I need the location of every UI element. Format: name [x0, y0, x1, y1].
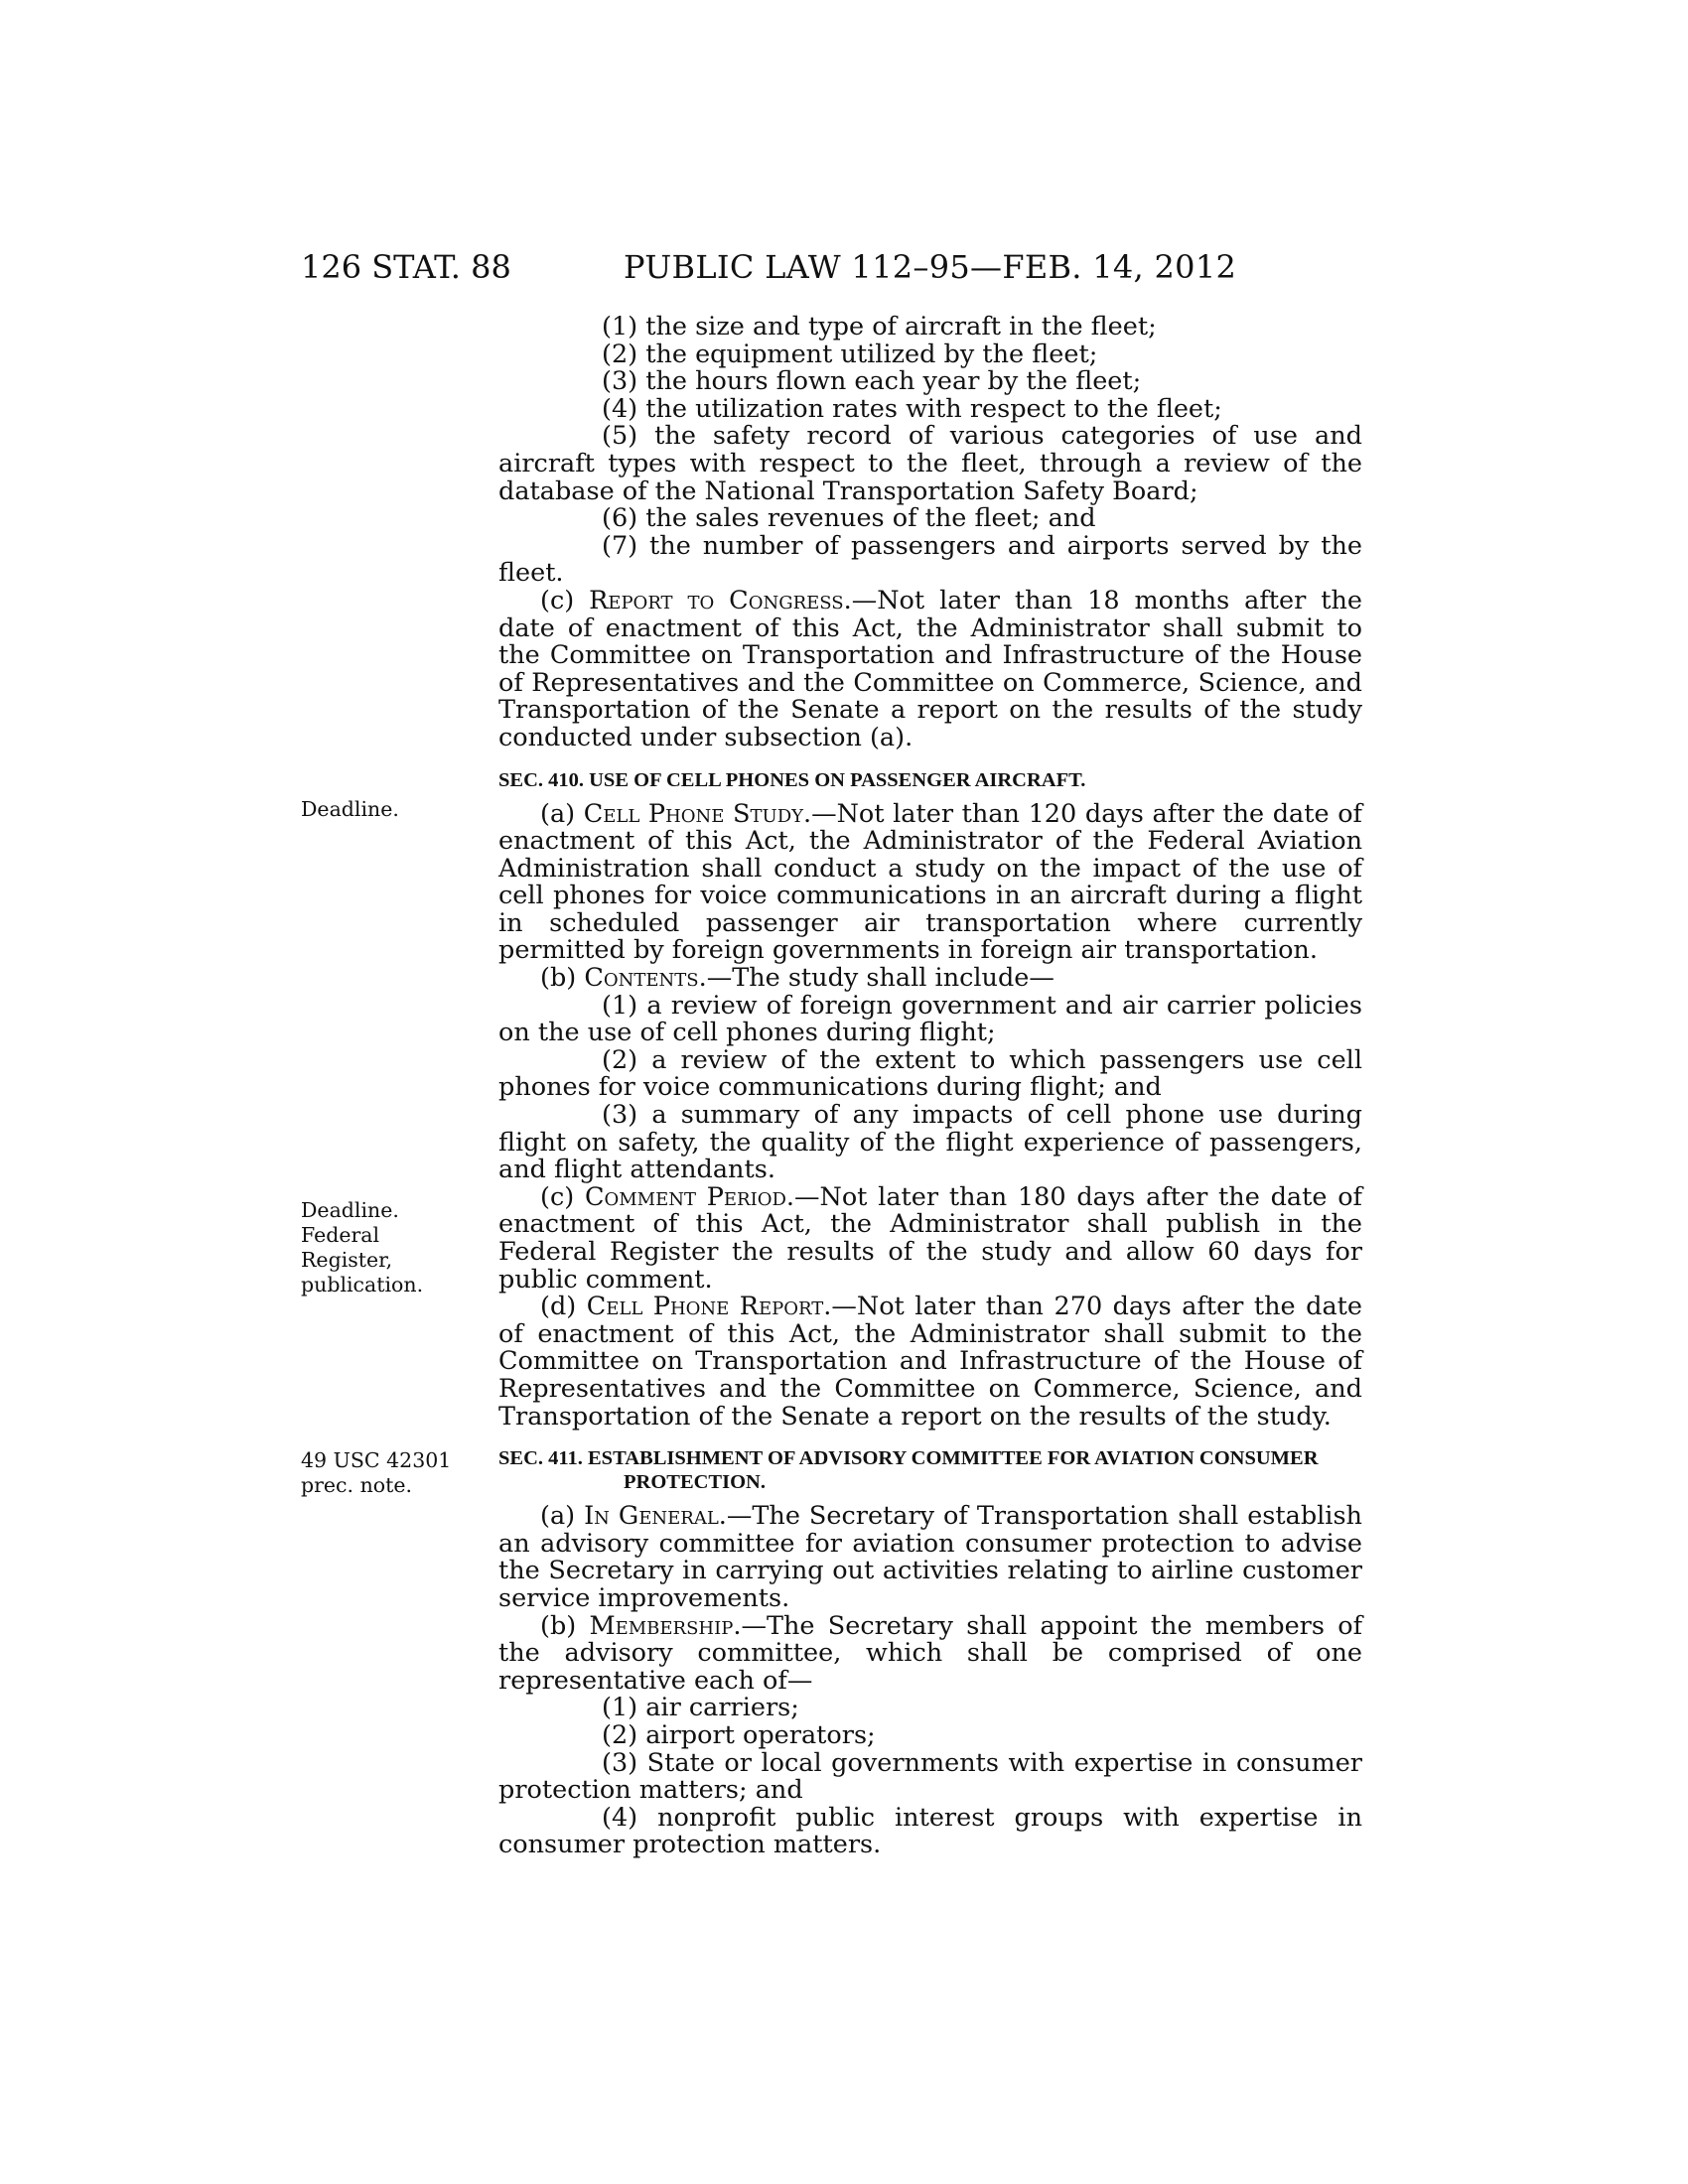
- margin-note-deadline-federal-register: [301, 1198, 475, 1297]
- list-item: (3) the hours flown each year by the fleet;: [602, 366, 1142, 397]
- subsection-heading: Cell Phone Report.: [586, 1292, 832, 1322]
- section-411-title: SEC. 411. ESTABLISHMENT OF ADVISORY COMMITTEE FOR AVIATION CONSUMER PROTECTION.: [498, 1447, 1319, 1494]
- list-item: (2) airport operators;: [602, 1719, 876, 1750]
- list-item: (6) the sales revenues of the fleet; and: [602, 503, 1096, 534]
- subsection-text: —The Secretary shall appoint the members of the advisory committee, which shall be comprised of one representative each of—: [498, 1610, 1363, 1696]
- subsection-text: —The study shall include—: [706, 963, 1055, 994]
- list-item: (5) the safety record of various categories of use and aircraft types with respect to the fleet, through a review of the database of the National Transportation Safety Board;: [498, 421, 1362, 506]
- margin-note-line: Deadline.: [301, 797, 399, 821]
- subsection-text: —Not later than 120 days after the date of enactment of this Act, the Administrator of the Federal Aviation Administration shall conduct a study on the impact of the use of cell phones for voice communications in an aircraft during a flight in scheduled passenger air transportation where currently permitted by foreign governments in foreign air transportation.: [498, 798, 1362, 966]
- section-410-title: SEC. 410. USE OF CELL PHONES ON PASSENGER AIRCRAFT.: [498, 768, 1086, 791]
- sec410-subsection-a: [498, 798, 1362, 966]
- margin-note-line: 49 USC 42301: [301, 1448, 452, 1472]
- margin-note-line: Deadline.: [301, 1198, 399, 1222]
- margin-note-line: publication.: [301, 1273, 424, 1297]
- list-item: (7) the number of passengers and airports served by the fleet.: [498, 530, 1362, 589]
- list-item: (3) a summary of any impacts of cell phone use during flight on safety, the quality of the flight experience of passengers, and flight attendants.: [498, 1100, 1362, 1185]
- margin-note-line: prec. note.: [301, 1473, 412, 1497]
- subsection-label: (c): [540, 585, 590, 615]
- sec410-subsection-d: [498, 1294, 1362, 1431]
- subsection-label: (a): [540, 798, 584, 829]
- sec411-subsection-a: [498, 1503, 1362, 1612]
- subsection-label: (a): [540, 1501, 585, 1532]
- margin-note-deadline: [301, 797, 475, 822]
- subsection-label: (d): [540, 1292, 587, 1322]
- list-item: (4) the utilization rates with respect to the fleet;: [602, 393, 1222, 424]
- subsection-heading: Contents.: [584, 963, 707, 994]
- subsection-text: —The Secretary of Transportation shall establish an advisory committee for aviation consumer protection to advise the Secretary in carrying out activities relating to airline customer service improvements.: [498, 1501, 1362, 1613]
- subsection-heading: In General.: [584, 1501, 727, 1532]
- subsection-heading: Report to Congress.: [589, 585, 852, 615]
- subsection-text: —Not later than 18 months after the date of enactment of this Act, the Administrator shall submit to the Committee on Transportation and Infrastructure of the House of Representatives and the Committee on Commerce, Science, and Transportation of the Senate a report on the results of the study conducted under subsection (a).: [498, 585, 1362, 752]
- sec410-subsection-b: [498, 965, 1362, 993]
- subsection-heading: Comment Period.: [584, 1181, 794, 1212]
- sec410-subsection-c: [498, 1181, 1362, 1295]
- subsection-heading: Cell Phone Study.: [583, 798, 812, 829]
- running-header: [0, 248, 1688, 288]
- list-item: (1) air carriers;: [602, 1693, 799, 1723]
- subsection-label: (c): [540, 1181, 585, 1212]
- subsection-label: (b): [540, 963, 585, 994]
- sec411-subsection-b: [498, 1610, 1363, 1696]
- margin-note-line: Federal Register,: [301, 1223, 393, 1272]
- subsection-label: (b): [540, 1610, 590, 1641]
- list-item: (4) nonprofit public interest groups with expertise in consumer protection matters.: [498, 1802, 1362, 1860]
- list-item: (2) a review of the extent to which passengers use cell phones for voice communications during flight; and: [498, 1044, 1362, 1103]
- margin-note-usc-citation: [301, 1448, 475, 1498]
- list-item: (2) the equipment utilized by the fleet;: [602, 339, 1098, 369]
- subsection-heading: Membership.: [589, 1610, 742, 1641]
- subsection-text: —Not later than 270 days after the date of enactment of this Act, the Administrator shall submit to the Committee on Transportation and Infrastructure of the House of Representatives and the Committee on Commerce, Science, and Transportation of the Senate a report on the results of the study.: [498, 1292, 1363, 1432]
- subsection-c-report-to-congress: [498, 585, 1362, 752]
- list-item: (1) the size and type of aircraft in the fleet;: [602, 312, 1157, 341]
- stat-page-number: 126 STAT. 88: [301, 248, 511, 286]
- public-law-title: PUBLIC LAW 112–95—FEB. 14, 2012: [624, 248, 1237, 286]
- page-body: [498, 314, 1362, 1859]
- list-item: (1) a review of foreign government and air carrier policies on the use of cell phones during flight;: [498, 990, 1362, 1048]
- subsection-text: —Not later than 180 days after the date of enactment of this Act, the Administrator shall publish in the Federal Register the results of the study and allow 60 days for public comment.: [498, 1181, 1362, 1295]
- list-item: (3) State or local governments with expertise in consumer protection matters; and: [498, 1747, 1362, 1806]
